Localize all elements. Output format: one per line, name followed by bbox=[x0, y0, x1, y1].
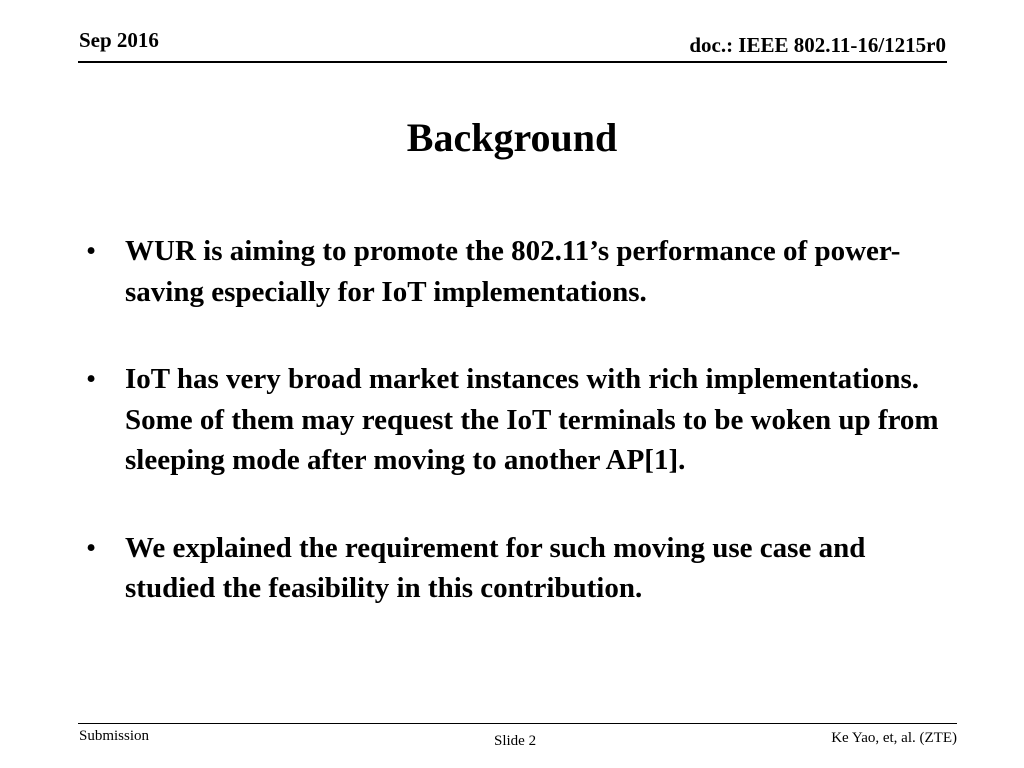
bullet-text: IoT has very broad market instances with rich implementations. Some of them may request the IoT terminals to be woken up from sleeping mode after moving to another AP[1]. bbox=[125, 363, 939, 476]
bullet-item bbox=[84, 231, 954, 312]
bullet-list bbox=[84, 231, 954, 656]
bullet-icon: • bbox=[86, 531, 97, 564]
footer-submission: Submission bbox=[79, 728, 150, 744]
footer-divider bbox=[78, 723, 957, 724]
header-divider bbox=[78, 61, 947, 63]
bullet-text: We explained the requirement for such moving use case and studied the feasibility in this contribution. bbox=[125, 531, 866, 604]
bullet-icon: • bbox=[86, 363, 97, 395]
footer-author: Ke Yao, et, al. (ZTE) bbox=[831, 730, 957, 746]
bullet-item bbox=[84, 359, 954, 481]
slide-title: Background bbox=[406, 115, 618, 160]
bullet-icon: • bbox=[86, 235, 97, 267]
bullet-item bbox=[84, 528, 954, 609]
bullet-text: WUR is aiming to promote the 802.11’s performance of power-saving especially for IoT implementations. bbox=[125, 235, 901, 308]
header-date: Sep 2016 bbox=[79, 28, 159, 52]
header-doc-id: doc.: IEEE 802.11-16/1215r0 bbox=[689, 33, 946, 57]
footer-slide-number: Slide 2 bbox=[494, 733, 537, 749]
